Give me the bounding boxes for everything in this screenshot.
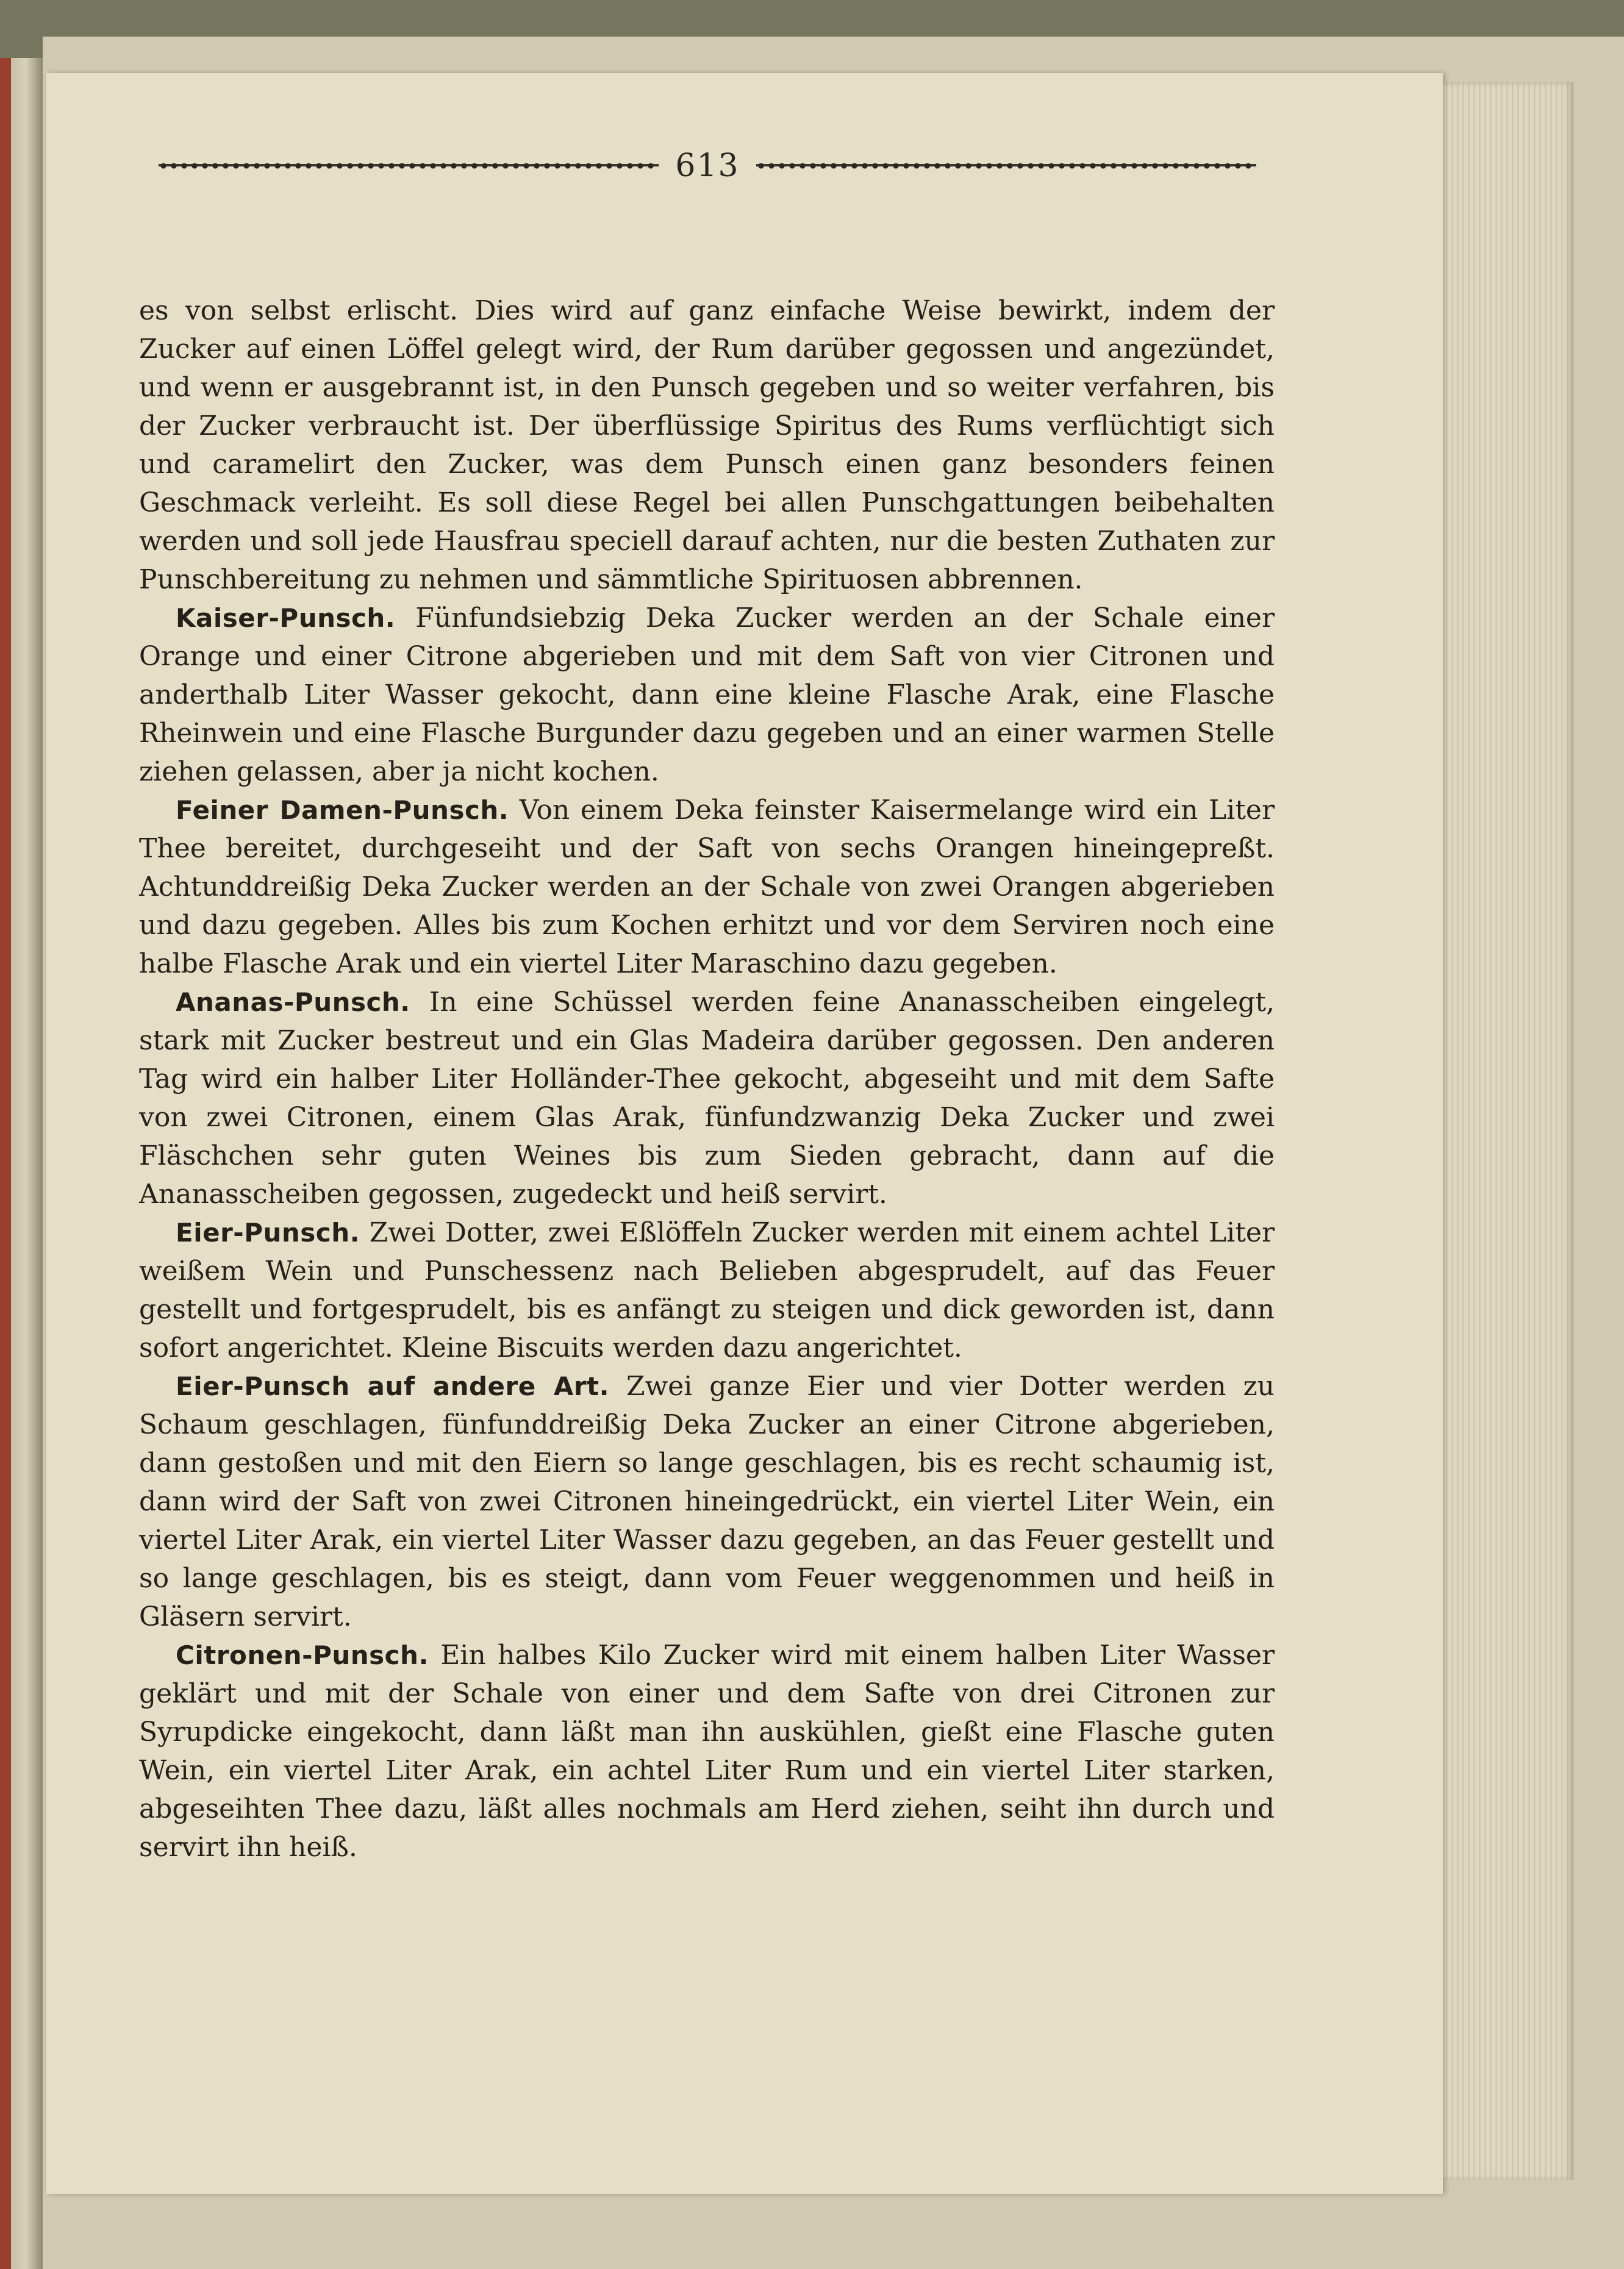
ornament-left <box>159 157 659 175</box>
paragraph-text: Fünfundsiebzig Deka Zucker werden an der Schale einer Orange und einer Citrone abgerieben und mit dem Saft von vier Citronen und anderthalb Liter Wasser gekocht, dann eine kleine Flasche Arak, eine Flasche Rheinwein und eine Flasche Burgunder dazu gegeben und an einer warmen Stelle ziehen gelassen, aber ja nicht kochen. <box>139 602 1275 787</box>
paragraph-text: Zwei ganze Eier und vier Dotter werden zu Schaum geschlagen, fünfunddreißig Deka Zucker an einer Citrone abgerieben, dann gestoßen und mit den Eiern so lange geschlagen, bis es recht schaumig ist, dann wird der Saft von zwei Citronen hineingedrückt, ein viertel Liter Wein, ein viertel Liter Arak, ein viertel Liter Wasser dazu gegeben, an das Feuer gestellt und so lange geschlagen, bis es steigt, dann vom Feuer weggenommen und heiß in Gläsern servirt. <box>139 1371 1275 1632</box>
page-header <box>128 141 1287 190</box>
paragraph-text: Von einem Deka feinster Kaisermelange wird ein Liter Thee bereitet, durchgeseiht und der Saft von sechs Orangen hineingepreßt. Achtunddreißig Deka Zucker werden an der Schale von zwei Orangen abgerieben und dazu gegeben. Alles bis zum Kochen erhitzt und vor dem Serviren noch eine halbe Flasche Arak und ein viertel Liter Maraschino dazu gegeben. <box>139 795 1275 979</box>
paragraph-heading: Citronen-Punsch. <box>176 1640 429 1670</box>
paragraph-heading: Kaiser-Punsch. <box>176 603 396 633</box>
page-block-edges <box>1421 82 1573 2180</box>
left-binding-edge <box>0 58 11 2269</box>
paragraph-heading: Eier-Punsch. <box>176 1218 360 1248</box>
ornament-right <box>756 157 1256 175</box>
paragraph-text: Zwei Dotter, zwei Eßlöffeln Zucker werden mit einem achtel Liter weißem Wein und Punschessenz nach Belieben abgesprudelt, auf das Feuer gestellt und fortgesprudelt, bis es anfängt zu steigen und dick geworden ist, dann sofort angerichtet. Kleine Biscuits werden dazu angerichtet. <box>139 1217 1275 1363</box>
page-number: 613 <box>675 148 740 184</box>
paragraph-ananas-punsch <box>139 983 1275 1213</box>
paragraph-text: In eine Schüssel werden feine Ananasscheiben eingelegt, stark mit Zucker bestreut und ein Glas Madeira darüber gegossen. Den anderen Tag wird ein halber Liter Holländer-Thee gekocht, abgeseiht und mit dem Safte von zwei Citronen, einem Glas Arak, fünfundzwanzig Deka Zucker und zwei Fläschchen sehr guten Weines bis zum Sieden gebracht, dann auf die Ananasscheiben gegossen, zugedeckt und heiß servirt. <box>139 987 1275 1210</box>
paragraph-eier-punsch-andere-art <box>139 1367 1275 1636</box>
paragraph-text: es von selbst erlischt. Dies wird auf ganz einfache Weise bewirkt, indem der Zucker auf einen Löffel gelegt wird, der Rum darüber gegossen und angezündet, und wenn er ausgebrannt ist, in den Punsch gegeben und so weiter verfahren, bis der Zucker verbraucht ist. Der überflüssige Spiritus des Rums verflüchtigt sich und caramelirt den Zucker, was dem Punsch einen ganz besonders feinen Geschmack verleiht. Es soll diese Regel bei allen Punschgattungen beibehalten werden und soll jede Hausfrau speciell darauf achten, nur die besten Zuthaten zur Punschbereitung zu nehmen und sämmtliche Spirituosen abbrennen. <box>139 295 1275 595</box>
paragraph-heading: Feiner Damen-Punsch. <box>176 795 509 825</box>
paragraph-intro <box>139 291 1275 599</box>
paragraph-damen-punsch <box>139 791 1275 983</box>
paragraph-text: Ein halbes Kilo Zucker wird mit einem halben Liter Wasser geklärt und mit der Schale von einer und dem Safte von drei Citronen zur Syrupdicke eingekocht, dann läßt man ihn auskühlen, gießt eine Flasche guten Wein, ein viertel Liter Arak, ein achtel Liter Rum und ein viertel Liter starken, abgeseihten Thee dazu, läßt alles nochmals am Herd ziehen, seiht ihn durch und servirt ihn heiß. <box>139 1640 1275 1863</box>
page-body <box>139 291 1275 1867</box>
paragraph-heading: Ananas-Punsch. <box>176 987 410 1017</box>
paragraph-citronen-punsch <box>139 1636 1275 1867</box>
paragraph-heading: Eier-Punsch auf andere Art. <box>176 1371 610 1401</box>
paragraph-eier-punsch <box>139 1213 1275 1367</box>
paragraph-kaiser-punsch <box>139 599 1275 791</box>
